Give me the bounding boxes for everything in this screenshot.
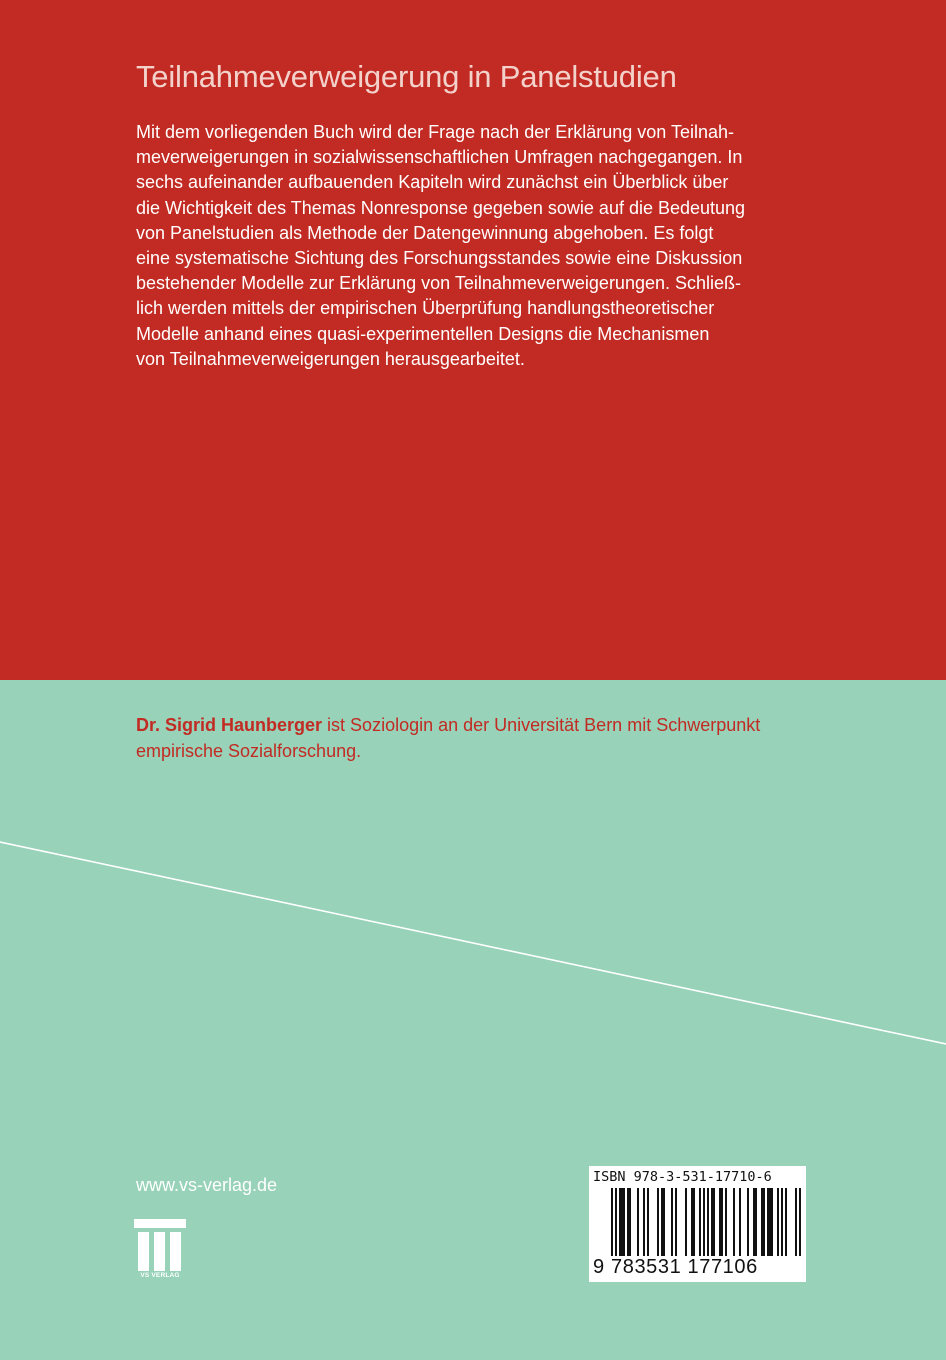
barcode-bar — [699, 1188, 701, 1258]
barcode-bar — [657, 1188, 659, 1258]
description-line: eine systematische Sichtung des Forschungsstandes sowie eine Diskussion — [136, 248, 743, 269]
author-name: Dr. Sigrid Haunberger — [136, 715, 323, 735]
barcode-bar — [693, 1188, 695, 1258]
book-title: Teilnahmeverweigerung in Panelstudien — [136, 59, 677, 94]
barcode-bar — [629, 1188, 631, 1258]
author-bio-text: ist Soziologin an der Universität Bern mit Schwerpunkt — [322, 715, 761, 735]
barcode-bar — [671, 1188, 673, 1258]
barcode-bar — [627, 1188, 629, 1258]
ean-first-digit: 9 — [593, 1256, 605, 1278]
barcode-bar — [771, 1188, 773, 1258]
author-bio-line-1 — [136, 713, 876, 739]
barcode-bar — [661, 1188, 663, 1258]
vs-verlag-logo-icon — [134, 1219, 186, 1271]
barcode-bar — [621, 1188, 623, 1258]
barcode-bar — [781, 1188, 783, 1258]
author-bio — [136, 713, 876, 764]
barcode-bar — [725, 1188, 727, 1258]
barcode-bar — [719, 1188, 721, 1258]
barcode-bar — [769, 1188, 771, 1258]
publisher-url[interactable]: www.vs-verlag.de — [136, 1175, 278, 1195]
barcode-bar — [763, 1188, 765, 1258]
book-description — [136, 120, 856, 372]
description-line: meverweigerungen in sozialwissenschaftlichen Umfragen nachgegangen. In — [136, 147, 743, 168]
barcode-bar — [647, 1188, 649, 1258]
barcode-bar — [785, 1188, 787, 1258]
barcode-bar — [623, 1188, 625, 1258]
description-line: von Panelstudien als Methode der Datengewinnung abgehoben. Es folgt — [136, 222, 714, 243]
barcode-bar — [761, 1188, 763, 1258]
description-line: von Teilnahmeverweigerungen herausgearbeitet. — [136, 348, 525, 369]
barcode-bar — [721, 1188, 723, 1258]
barcode-bar — [711, 1188, 713, 1258]
barcode-bar — [685, 1188, 687, 1258]
barcode-bar — [691, 1188, 693, 1258]
isbn-barcode — [589, 1166, 806, 1282]
barcode-bar — [675, 1188, 677, 1258]
barcode-bar — [755, 1188, 757, 1258]
barcode-bar — [663, 1188, 665, 1258]
publisher-logo — [134, 1219, 186, 1283]
barcode-bar — [739, 1188, 741, 1258]
barcode-bar — [637, 1188, 639, 1258]
barcode-bar — [619, 1188, 621, 1258]
description-line: lich werden mittels der empirischen Überprüfung handlungstheoretischer — [136, 298, 715, 319]
isbn-label: ISBN 978-3-531-17710-6 — [593, 1169, 772, 1185]
author-bio-line-2: empirische Sozialforschung. — [136, 740, 362, 761]
publisher-logo-text: VS VERLAG — [140, 1272, 180, 1279]
barcode-bar — [733, 1188, 735, 1258]
barcode-bar — [713, 1188, 715, 1258]
description-line: Mit dem vorliegenden Buch wird der Frage nach der Erklärung von Teilnah- — [136, 122, 734, 142]
barcode-bar — [767, 1188, 769, 1258]
barcode-bar — [777, 1188, 779, 1258]
description-line: Modelle anhand eines quasi-experimentellen Designs die Mechanismen — [136, 323, 710, 344]
barcode-bar — [753, 1188, 755, 1258]
ean-digits: 783531 177106 — [611, 1256, 801, 1278]
description-line: sechs aufeinander aufbauenden Kapiteln wird zunächst ein Überblick über — [136, 172, 729, 193]
description-line: die Wichtigkeit des Themas Nonresponse gegeben sowie auf die Bedeutung — [136, 197, 746, 218]
barcode-bar — [747, 1188, 749, 1258]
barcode-bar — [643, 1188, 645, 1258]
description-line: bestehender Modelle zur Erklärung von Teilnahmeverweigerungen. Schließ- — [136, 273, 742, 294]
